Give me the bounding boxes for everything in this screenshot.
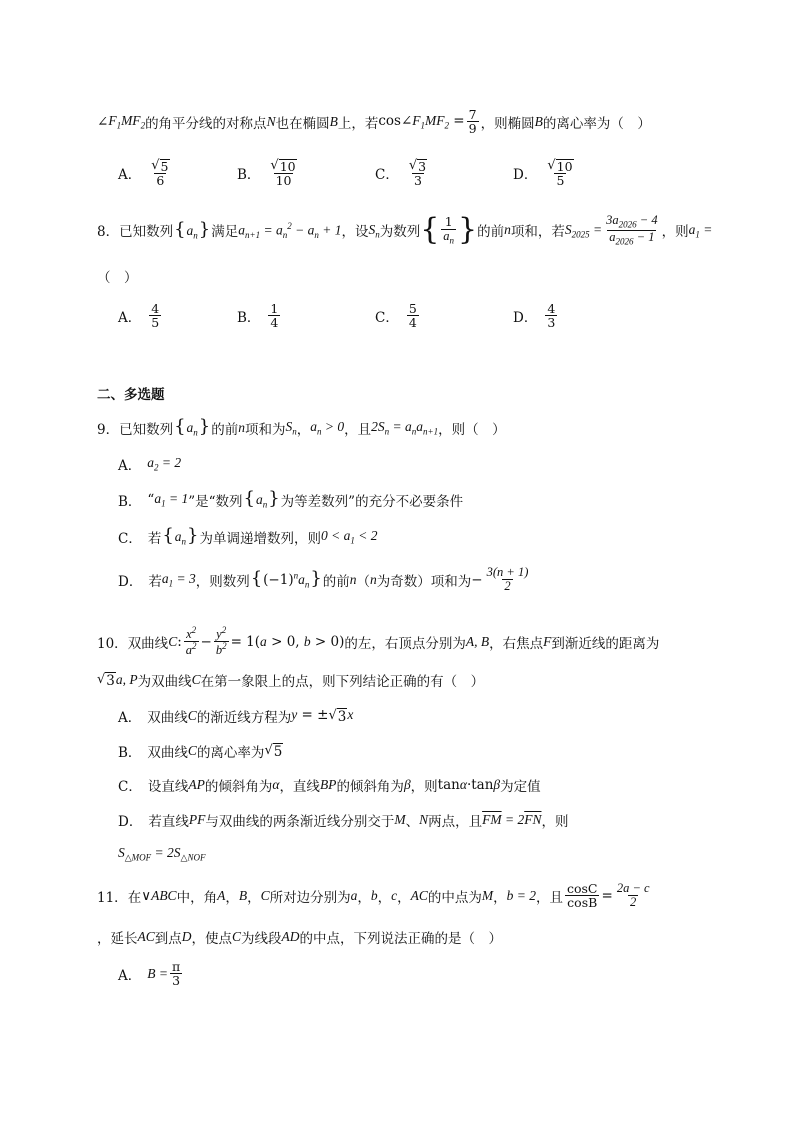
q7-option-d[interactable] <box>513 158 578 187</box>
math-seq-recip: { $\frac{1}{a_n}$ } <box>420 212 478 248</box>
fraction: √ 3 3 <box>408 158 427 189</box>
math-relation: $2S_n = a_na_{n+1}$ <box>371 419 439 437</box>
text: ，延长 <box>97 931 138 947</box>
fraction: √ 5 6 <box>151 158 169 189</box>
text: 的中点，下列说法正确的是（ ） <box>299 931 503 947</box>
text: 项和，若 <box>510 224 565 241</box>
fraction: $\frac{5}{4}$ <box>408 301 417 331</box>
option-label: A． <box>118 710 142 726</box>
fraction: $\frac{3a_{2026} - 4}{a_{2026} - 1}$ <box>606 213 658 247</box>
q8-stem <box>97 214 712 247</box>
q11-option-a[interactable] <box>118 960 184 987</box>
math-sqrt3a: √ 3 <box>97 671 115 689</box>
text: 为数列 <box>379 224 421 241</box>
math-n: n <box>349 571 357 587</box>
text: 为单调递增数列，则 <box>199 531 321 547</box>
math-sqrt5: √ 5 <box>264 742 283 760</box>
text: ，则 <box>541 814 569 830</box>
q10-stem-2 <box>97 670 484 690</box>
text: 为双曲线 <box>137 674 192 690</box>
math-seq: $\{a_n\}$ <box>174 218 211 241</box>
text: 项和为 <box>245 422 286 438</box>
option-label: A． <box>118 458 142 474</box>
math-M: M <box>481 887 494 903</box>
q10-option-d[interactable] <box>118 810 568 830</box>
fraction: $\frac{4}{5}$ <box>151 301 160 331</box>
fraction: √ 10 10 <box>270 158 296 189</box>
text: 的离心率为 <box>196 745 265 761</box>
math-c: c <box>391 887 398 903</box>
option-label: B． <box>237 309 261 326</box>
math-b: B <box>534 113 543 129</box>
math-n: n <box>370 571 377 587</box>
text: 、 <box>405 814 420 830</box>
question-number: 11． <box>97 889 128 906</box>
math-b-eq: b = 2 <box>506 887 536 903</box>
section-heading <box>97 383 165 403</box>
text: 的左，右顶点分别为 <box>344 635 466 652</box>
text: 已知数列 <box>119 224 174 241</box>
text: 中，角 <box>176 889 218 906</box>
math-alt-seq: $\{(-1)^na_n\}$ <box>250 567 322 590</box>
math-c: C <box>191 672 201 687</box>
text: 的离心率为（ ） <box>542 115 651 132</box>
question-number: 8． <box>97 224 120 241</box>
math-sn: $S_n$ <box>368 221 380 240</box>
math-ac: AC <box>410 887 428 903</box>
math-ab: A, B <box>465 633 490 649</box>
text: 的渐近线方程为 <box>196 710 292 726</box>
math-C: C <box>232 929 242 944</box>
math-m: M <box>394 812 406 827</box>
text: ， <box>377 889 392 906</box>
q7-option-b[interactable] <box>237 158 301 187</box>
q8-stem-2 <box>97 266 138 286</box>
text: 若 <box>147 531 162 547</box>
q10-option-c[interactable] <box>118 775 541 795</box>
math-c: C <box>187 743 197 758</box>
math-f: F <box>543 633 552 649</box>
text: 的倾斜角为 <box>336 779 404 795</box>
q11-stem <box>97 882 654 909</box>
text: 为线段 <box>241 931 282 947</box>
option-label: D． <box>118 573 143 590</box>
q8-option-c[interactable] <box>375 302 421 329</box>
math-asymptote: y = ± √ 3 x <box>291 707 354 725</box>
math-ap-line: AP <box>188 777 205 792</box>
fraction: √ 10 5 <box>547 158 573 189</box>
option-label: B． <box>118 745 142 761</box>
text: 在 <box>127 889 142 906</box>
q7-stem <box>97 108 651 135</box>
math-n: n <box>238 420 245 435</box>
math-area-eq: $S_{\triangle MOF} = 2S_{\triangle NOF}$ <box>118 845 206 863</box>
math-D: D <box>181 929 192 944</box>
option-label: B． <box>237 166 261 183</box>
math-a1-eq: $a_1 = 1$ <box>154 491 189 509</box>
option-label: C． <box>375 166 399 183</box>
fraction: $\frac{2a - c}{2}$ <box>616 881 650 910</box>
text: ，则数列 <box>195 573 250 590</box>
math-bp-line: BP <box>319 777 337 792</box>
fraction: $\frac{1}{4}$ <box>270 301 279 331</box>
q9-stem <box>97 418 506 438</box>
option-label: C． <box>375 309 399 326</box>
fraction: $\frac{x^2}{a^2}$ <box>185 625 197 658</box>
math-an-pos: $a_n > 0$ <box>310 419 345 437</box>
q7-option-c[interactable] <box>375 158 431 187</box>
text: ， <box>397 889 411 906</box>
q7-option-a[interactable] <box>118 158 174 187</box>
text: ，且 <box>344 422 372 438</box>
q10-option-b[interactable] <box>118 741 283 761</box>
math-seq: $\{a_n\}$ <box>162 525 199 547</box>
text: 若直线 <box>148 814 189 830</box>
text: 的前 <box>211 422 239 438</box>
math-b: B <box>329 113 338 129</box>
text: ，使点 <box>191 931 233 947</box>
text: 的倾斜角为 <box>204 779 273 795</box>
math-f1mf2: $F_1MF_2$ <box>108 112 146 131</box>
text: 到渐近线的距离为 <box>551 635 660 652</box>
text: 双曲线 <box>147 710 188 726</box>
text: 的前 <box>477 224 505 241</box>
text: ， <box>493 889 507 906</box>
q9-option-c[interactable] <box>118 527 378 547</box>
text: 为等差数列”的充分不必要条件 <box>280 494 464 510</box>
q10-stem <box>97 626 659 658</box>
text: 为定值 <box>500 779 541 795</box>
option-label: D． <box>513 309 538 326</box>
math-n: n <box>504 222 511 238</box>
math-beta: β <box>403 777 411 792</box>
text: ， <box>247 889 261 906</box>
q10-option-a[interactable] <box>118 706 353 726</box>
math-s2025: $S_{2025}$ = <box>564 221 603 240</box>
text: ，则（ ） <box>438 422 506 438</box>
math-b: b <box>370 887 378 903</box>
math-triangle: ∨ABC <box>141 887 177 903</box>
question-number: 10． <box>97 635 128 652</box>
q10-option-d-2 <box>118 845 205 864</box>
question-number: 9． <box>97 422 120 438</box>
fraction: $\frac{7}{9}$ <box>468 107 477 137</box>
text: 的中点为 <box>427 889 482 906</box>
option-label: A． <box>118 309 142 326</box>
math-A: A <box>217 887 226 903</box>
text: 的角平分线的对称点 <box>145 115 267 132</box>
text: 上，若 <box>337 115 379 132</box>
math-a1: $a_1$ = <box>688 221 713 240</box>
math-condition: = 1(a > 0, b > 0) <box>230 633 345 650</box>
q9-option-a[interactable] <box>118 454 181 474</box>
text: 双曲线 <box>127 635 169 652</box>
math-ad: AD <box>281 929 300 944</box>
math-c: C <box>168 633 178 649</box>
option-label: D． <box>118 814 143 830</box>
minus-sign: − <box>471 571 483 588</box>
q9-option-d[interactable] <box>118 566 532 593</box>
text: 的前 <box>322 573 350 590</box>
text: ，且 <box>535 889 563 906</box>
text: ”是“数列 <box>188 494 243 510</box>
text: 到点 <box>154 931 182 947</box>
q8-option-b[interactable] <box>237 302 282 329</box>
option-label: C． <box>118 531 142 547</box>
fraction: $\frac{\cos C}{\cos B}$ <box>566 881 598 911</box>
text: ，则 <box>410 779 438 795</box>
math-cos: $\cos\angle F_1MF_2$ = <box>378 112 465 131</box>
math-C: C <box>260 887 270 903</box>
math-n: N <box>266 113 276 129</box>
math-sn: $S_n$ <box>285 419 297 437</box>
option-label: B． <box>118 494 142 510</box>
fraction: $\frac{\pi}{3}$ <box>171 959 181 989</box>
text: ， <box>225 889 239 906</box>
option-label: A． <box>118 166 142 183</box>
text: ，直线 <box>279 779 320 795</box>
text: 设直线 <box>147 779 189 795</box>
text: 也在椭圆 <box>275 115 330 132</box>
text: （ <box>356 573 371 590</box>
text: 若 <box>148 573 162 590</box>
text: 满足 <box>211 224 239 241</box>
math-vector-eq: $\overline{FM} = 2\overline{FN}$ <box>482 812 542 827</box>
math-a2: $a_2 = 2$ <box>147 455 182 473</box>
option-label: A． <box>118 967 142 984</box>
q11-stem-2 <box>97 927 502 947</box>
math-n-point: N <box>419 812 429 827</box>
text: 已知数列 <box>119 422 174 438</box>
math-B: B <box>238 887 248 903</box>
equals: = <box>601 887 613 904</box>
text: ，则椭圆 <box>480 115 535 132</box>
text: 所对边分别为 <box>269 889 351 906</box>
angle-symbol: ∠ <box>97 113 109 130</box>
math-c: C <box>187 708 197 723</box>
text: 两点，且 <box>428 814 483 830</box>
fraction: $\frac{y^2}{b^2}$ <box>215 625 227 658</box>
text: ，右焦点 <box>489 635 544 652</box>
math-ac: AC <box>137 929 155 944</box>
math-seq: $\{a_n\}$ <box>174 416 211 438</box>
section-title: 二、多选题 <box>97 387 165 403</box>
q8-option-d[interactable] <box>513 302 559 329</box>
text: （ ） <box>97 270 138 286</box>
fraction: $\frac{3(n + 1)}{2}$ <box>486 565 529 594</box>
q9-option-b[interactable] <box>118 490 463 510</box>
math-alpha: α <box>272 777 280 792</box>
text: 在第一象限上的点，则下列结论正确的有（ ） <box>200 674 485 690</box>
text: 为奇数）项和为 <box>376 573 472 590</box>
text: “ <box>147 492 155 508</box>
math-range: $0 < a_1 < 2$ <box>321 528 378 546</box>
option-label: C． <box>118 779 142 795</box>
minus-sign: − <box>200 633 212 650</box>
math-a1-eq3: $a_1 = 3$ <box>161 570 196 589</box>
text: 双曲线 <box>147 745 188 761</box>
math-ap: a, P <box>115 672 138 687</box>
fraction: $\frac{4}{3}$ <box>547 301 556 331</box>
colon: : <box>177 633 182 650</box>
math-pf: PF <box>188 812 206 827</box>
text: ，则 <box>661 224 689 241</box>
option-label: D． <box>513 166 538 183</box>
text: 与双曲线的两条渐近线分别交于 <box>205 814 395 830</box>
q8-option-a[interactable] <box>118 302 163 329</box>
math-seq: $\{a_n\}$ <box>243 488 280 510</box>
math-tan-product: tanα·tanβ <box>437 777 501 793</box>
text: ， <box>357 889 371 906</box>
math-B-eq: B = <box>147 965 168 981</box>
text: ，设 <box>341 224 369 241</box>
math-a: a <box>350 887 358 903</box>
text: ， <box>296 422 311 438</box>
math-recurrence: $a_{n+1} = a_n^2 - a_n + 1$ <box>238 220 342 241</box>
